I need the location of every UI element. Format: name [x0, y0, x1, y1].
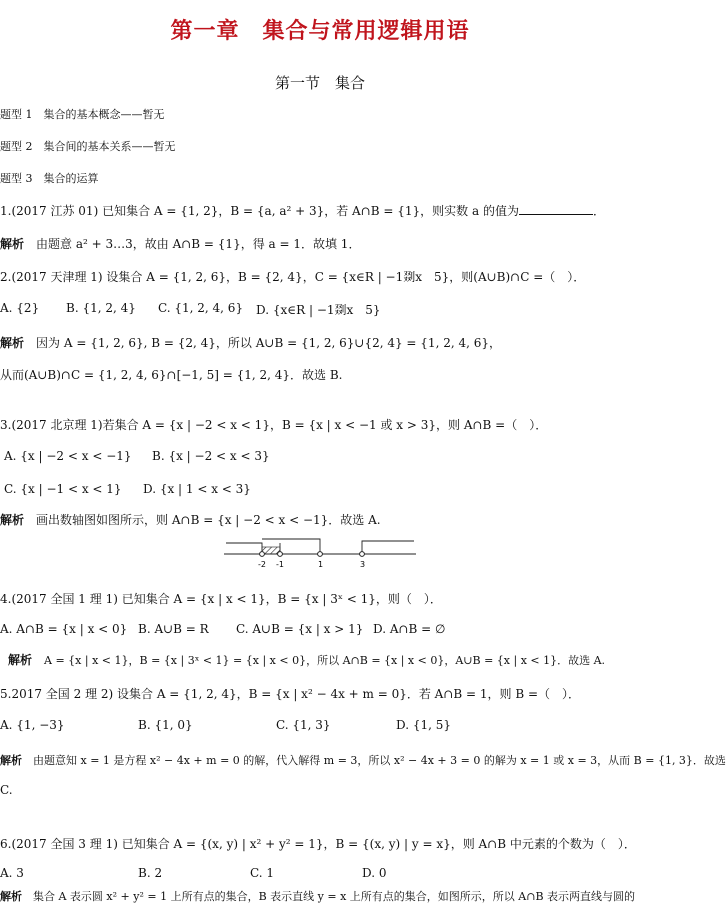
type-heading: 题型 3 集合的运算 [0, 172, 99, 185]
solution-label: 解析 [0, 336, 25, 350]
option-d: D. 0 [362, 866, 387, 880]
option-d: D. A∩B = ∅ [373, 622, 446, 636]
section-title: 第一节 集合 [274, 74, 365, 92]
option-b: B. A∪B = R [138, 622, 209, 636]
question-2-solution: 因为 A = {1, 2, 6}, B = {2, 4}，所以 A∪B = {1, 2, 6}∪{2, 4} = {1, 2, 4, 6}， [36, 336, 501, 350]
tick-label: -1 [276, 560, 284, 569]
option-b: B. 2 [138, 866, 163, 880]
question-2-solution-cont: 从而(A∪B)∩C = {1, 2, 4, 6}∩[−1, 5] = {1, 2, 4}．故选 B. [0, 368, 343, 382]
option-b: B. {1, 2, 4} [66, 301, 136, 315]
option-b: B. {x | −2 < x < 3} [152, 449, 270, 463]
solution-label: 解析 [0, 890, 22, 903]
tick-label: -2 [258, 560, 266, 569]
chapter-title: 第一章 集合与常用逻辑用语 [170, 18, 470, 44]
option-c: C. {x | −1 < x < 1} [4, 482, 122, 496]
question-2-stem: 2.(2017 天津理 1) 设集合 A = {1, 2, 6}，B = {2, 4}，C = {x∈R | −1剟x 5}，则(A∪B)∩C =（ ）． [0, 270, 586, 284]
type-heading: 题型 1 集合的基本概念——暂无 [0, 108, 165, 121]
option-a: A. {1, −3} [0, 718, 65, 732]
question-5-stem: 5.2017 全国 2 理 2) 设集合 A = {1, 2, 4}，B = {x | x² − 4x + m = 0}．若 A∩B = 1，则 B =（ ）． [0, 687, 581, 701]
solution-label: 解析 [0, 513, 25, 527]
option-a: A. {x | −2 < x < −1} [4, 449, 132, 463]
option-d: D. {x∈R | −1剟x 5} [256, 303, 381, 317]
answer-blank [519, 203, 593, 215]
option-c: C. A∪B = {x | x > 1} [236, 622, 364, 636]
option-a: A. A∩B = {x | x < 0} [0, 622, 128, 636]
solution-label: 解析 [0, 237, 25, 251]
solution-label: 解析 [0, 754, 22, 767]
number-line-figure [222, 534, 418, 570]
tick-label: 1 [318, 560, 324, 569]
option-b: B. {1, 0} [138, 718, 193, 732]
option-a: A. 3 [0, 866, 24, 880]
option-a: A. {2} [0, 301, 40, 315]
tick-label: 3 [360, 560, 366, 569]
question-5-solution-cont: C. [0, 783, 13, 797]
option-d: D. {x | 1 < x < 3} [143, 482, 251, 496]
question-3-solution: 画出数轴图如图所示，则 A∩B = {x | −2 < x < −1}．故选 A. [36, 513, 381, 527]
question-1-solution: 由题意 a² + 3…3，故由 A∩B = {1}，得 a = 1．故填 1． [36, 237, 361, 251]
type-heading: 题型 2 集合间的基本关系——暂无 [0, 140, 176, 153]
option-c: C. {1, 2, 4, 6} [158, 301, 244, 315]
option-d: D. {1, 5} [396, 718, 451, 732]
question-3-stem: 3.(2017 北京理 1)若集合 A = {x | −2 < x < 1}，B = {x | x < −1 或 x > 3}，则 A∩B =（ ）． [0, 418, 548, 432]
question-4-solution: A = {x | x < 1}，B = {x | 3ˣ < 1} = {x | x < 0}，所以 A∩B = {x | x < 0}，A∪B = {x | x < 1}．故选 A. [44, 654, 606, 667]
solution-label: 解析 [8, 653, 33, 667]
question-6-stem: 6.(2017 全国 3 理 1) 已知集合 A = {(x, y) | x² + y² = 1}，B = {(x, y) | y = x}，则 A∩B 中元素的个数为（ ）． [0, 837, 636, 851]
option-c: C. {1, 3} [276, 718, 331, 732]
question-1-stem: 1.(2017 江苏 01) 已知集合 A = {1, 2}，B = {a, a² + 3}，若 A∩B = {1}，则实数 a 的值为 ． [0, 204, 605, 218]
question-4-stem: 4.(2017 全国 1 理 1) 已知集合 A = {x | x < 1}，B = {x | 3ˣ < 1}，则（ ）． [0, 592, 442, 606]
question-5-solution: 由题意知 x = 1 是方程 x² − 4x + m = 0 的解，代入解得 m = 3，所以 x² − 4x + 3 = 0 的解为 x = 1 或 x = 3，从而 B = {1, 3}．故选 [33, 754, 726, 767]
option-c: C. 1 [250, 866, 275, 880]
question-6-solution: 集合 A 表示圆 x² + y² = 1 上所有点的集合，B 表示直线 y = x 上所有点的集合，如图所示，所以 A∩B 表示两直线与圆的 [33, 890, 636, 903]
